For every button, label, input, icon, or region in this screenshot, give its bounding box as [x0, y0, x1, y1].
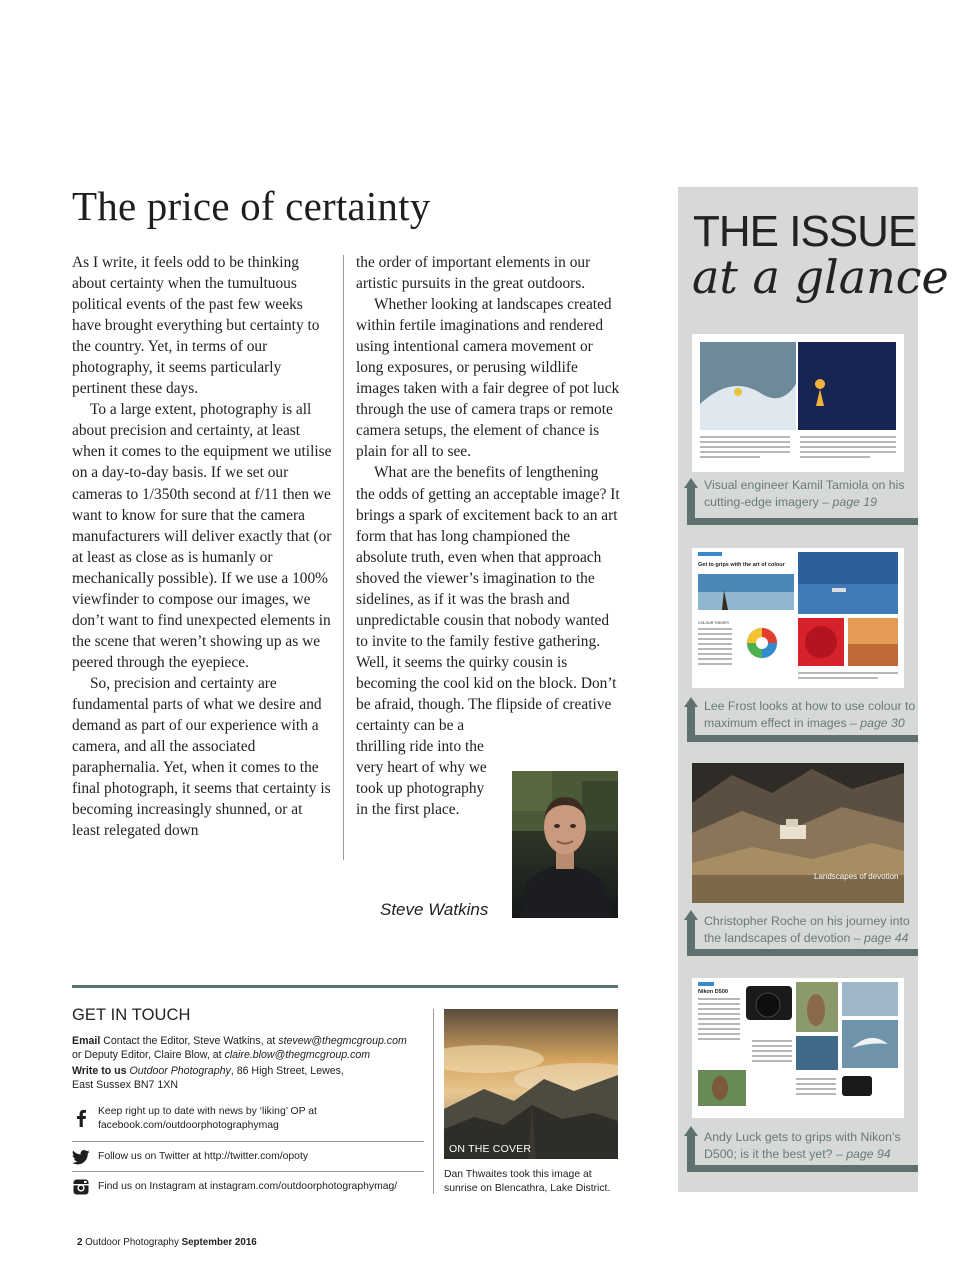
address-text: East Sussex BN7 1XN: [72, 1079, 178, 1092]
instagram-link[interactable]: instagram.com/outdoorphotographymag/: [210, 1181, 398, 1192]
twitter-icon[interactable]: [72, 1148, 90, 1166]
instagram-description: Find us on Instagram at: [98, 1181, 211, 1192]
arrow-up-icon: [684, 697, 698, 707]
contact-text: or Deputy Editor, Claire Blow, at: [72, 1049, 225, 1062]
arrow-underline: [687, 949, 918, 956]
preview-caption: [704, 1129, 916, 1163]
wrap-line: in the first place.: [356, 801, 460, 819]
magazine-title: Outdoor Photography: [82, 1237, 182, 1248]
contact-address-block: [72, 1064, 428, 1092]
article-column-2: [356, 252, 620, 820]
arrow-underline: [687, 518, 918, 525]
thumbnail-title: Landscapes of devotion: [814, 872, 899, 881]
article-paragraph: the order of important elements in our artistic pursuits in the great outdoors.: [356, 254, 591, 293]
wrap-line: took up photography: [356, 780, 485, 798]
preview-caption: [704, 698, 916, 732]
caption-text: Andy Luck gets to grips with Nikon’s D500; is it the best yet?: [704, 1130, 901, 1161]
page-reference-link[interactable]: – page 19: [822, 494, 877, 509]
page-reference-link[interactable]: – page 44: [853, 930, 909, 945]
facebook-description: Keep right up to date with news by ‘liking’ OP at: [98, 1106, 317, 1117]
social-divider: [72, 1171, 424, 1172]
wrap-line: certainty can be a: [356, 717, 465, 735]
page-footer: [77, 1237, 257, 1248]
address-text: , 86 High Street, Lewes,: [230, 1065, 344, 1077]
spread-preview: [692, 334, 904, 472]
page-reference-link[interactable]: – page 30: [850, 715, 905, 730]
arrow-up-icon: [684, 910, 698, 920]
magazine-name: Outdoor Photography: [129, 1065, 231, 1077]
twitter-row: [72, 1148, 424, 1168]
preview-thumbnail-page-19[interactable]: [692, 334, 904, 472]
arrow-up-icon: [684, 1126, 698, 1136]
spread-preview: [692, 978, 904, 1118]
preview-thumbnail-page-94[interactable]: [692, 978, 904, 1118]
editor-portrait-image: [512, 771, 618, 918]
preview-caption: [704, 477, 916, 511]
twitter-description: Follow us on Twitter at: [98, 1151, 205, 1162]
page-reference-link[interactable]: – page 94: [835, 1146, 891, 1161]
page-number: 2: [77, 1237, 83, 1248]
arrow-underline: [687, 1165, 918, 1172]
landscape-preview: [692, 763, 904, 903]
sidebar-title: THE ISSUE: [693, 207, 917, 256]
arrow-up-icon: [684, 478, 698, 488]
column-divider: [343, 255, 344, 860]
contact-email-block: [72, 1034, 428, 1062]
twitter-link[interactable]: http://twitter.com/opoty: [204, 1151, 309, 1162]
article-paragraph: To a large extent, photography is all about precision and certainty, at least when it comes to the equipment we utilise on a day-to-day basis. If we set our cameras to 1/350th second at f/11 then we want to know for sure that the camera manufacturers will deliver exactly that (or at least as close as is humanly or mechanically possible). If we use a 100% viewfinder to compose our images, we don’t want to find unexpected elements in the scene that weren’t showing up as we peered through the eyepiece.: [72, 401, 332, 671]
cover-photo: [444, 1009, 618, 1159]
sidebar-subtitle: at a glance: [692, 250, 949, 304]
spread-preview: [692, 548, 904, 688]
editor-email-link[interactable]: stevew@thegmcgroup.com: [278, 1035, 407, 1047]
write-label: Write to us: [72, 1065, 127, 1077]
facebook-row: [72, 1105, 424, 1135]
article-column-1: [72, 252, 334, 841]
contact-text: Contact the Editor, Steve Watkins, at: [100, 1035, 279, 1047]
editor-signature: Steve Watkins: [380, 900, 489, 919]
cover-image: [444, 1009, 618, 1159]
caption-text: Visual engineer Kamil Tamiola on his cutting-edge imagery: [704, 478, 905, 509]
instagram-icon[interactable]: [72, 1178, 90, 1196]
social-divider: [72, 1141, 424, 1142]
cover-caption: Dan Thwaites took this image at sunrise on Blencathra, Lake District.: [444, 1169, 611, 1194]
page-title: The price of certainty: [72, 183, 431, 229]
facebook-text: [98, 1105, 424, 1133]
preview-thumbnail-page-44[interactable]: [692, 763, 904, 903]
instagram-text: [98, 1180, 424, 1194]
twitter-text: [98, 1150, 424, 1164]
arrow-underline: [687, 735, 918, 742]
wrap-line: very heart of why we: [356, 759, 487, 777]
section-divider: [72, 985, 618, 988]
column-divider: [433, 1009, 434, 1194]
facebook-icon[interactable]: [72, 1109, 90, 1127]
thumb-heading: Get to grips with the art of colour: [698, 562, 785, 568]
article-paragraph: Whether looking at landscapes created within fertile imaginations and rendered using intentional camera movement or long exposures, or perusing wildlife images taken with a fair degree of pot luck through the use of camera traps or remote camera setups, the element of chance is plain for all to see.: [356, 296, 620, 461]
preview-thumbnail-page-30[interactable]: [692, 548, 904, 688]
thumb-heading: Nikon D500: [698, 989, 728, 995]
wrap-line: thrilling ride into the: [356, 738, 484, 756]
article-paragraph: As I write, it feels odd to be thinking about certainty when the tumultuous political events of the past few weeks have brought everything but certainty to the country. Yet, in terms of our photography, it seems particularly pertinent these days.: [72, 254, 320, 398]
article-paragraph: So, precision and certainty are fundamental parts of what we desire and demand as part of our experience with a camera, and all the associated paraphernalia. Yet, when it comes to the final photograph, it seems that certainty is becoming increasingly shunned, or at least relegated down: [72, 674, 331, 840]
facebook-link[interactable]: facebook.com/outdoorphotographymag: [98, 1119, 279, 1131]
issue-date: September 2016: [181, 1237, 257, 1248]
caption-text: Christopher Roche on his journey into the landscapes of devotion: [704, 914, 910, 945]
deputy-email-link[interactable]: claire.blow@thegmcgroup.com: [224, 1049, 371, 1062]
instagram-row: [72, 1178, 424, 1198]
cover-label: ON THE COVER: [449, 1143, 532, 1155]
thumb-subheading: COLOUR THEORY: [698, 621, 730, 625]
contact-title: GET IN TOUCH: [72, 1006, 191, 1024]
preview-caption: [704, 913, 916, 947]
caption-text: Lee Frost looks at how to use colour to maximum effect in images: [704, 699, 916, 730]
article-paragraph: What are the benefits of lengthening the odds of getting an acceptable image? It brings a spark of excitement back to an art form that has long championed the absolute truth, even when that approach shoved the viewer’s imagination to the sidelines, as if it was the brash and unpredictable cousin that nobody wanted to invite to the family festive gathering. Well, it seems the quirky cousin is becoming the cool kid on the block. Don’t be afraid, though. The flipside of creative: [356, 464, 620, 713]
email-label: Email: [72, 1035, 101, 1047]
editor-portrait: [512, 771, 618, 918]
